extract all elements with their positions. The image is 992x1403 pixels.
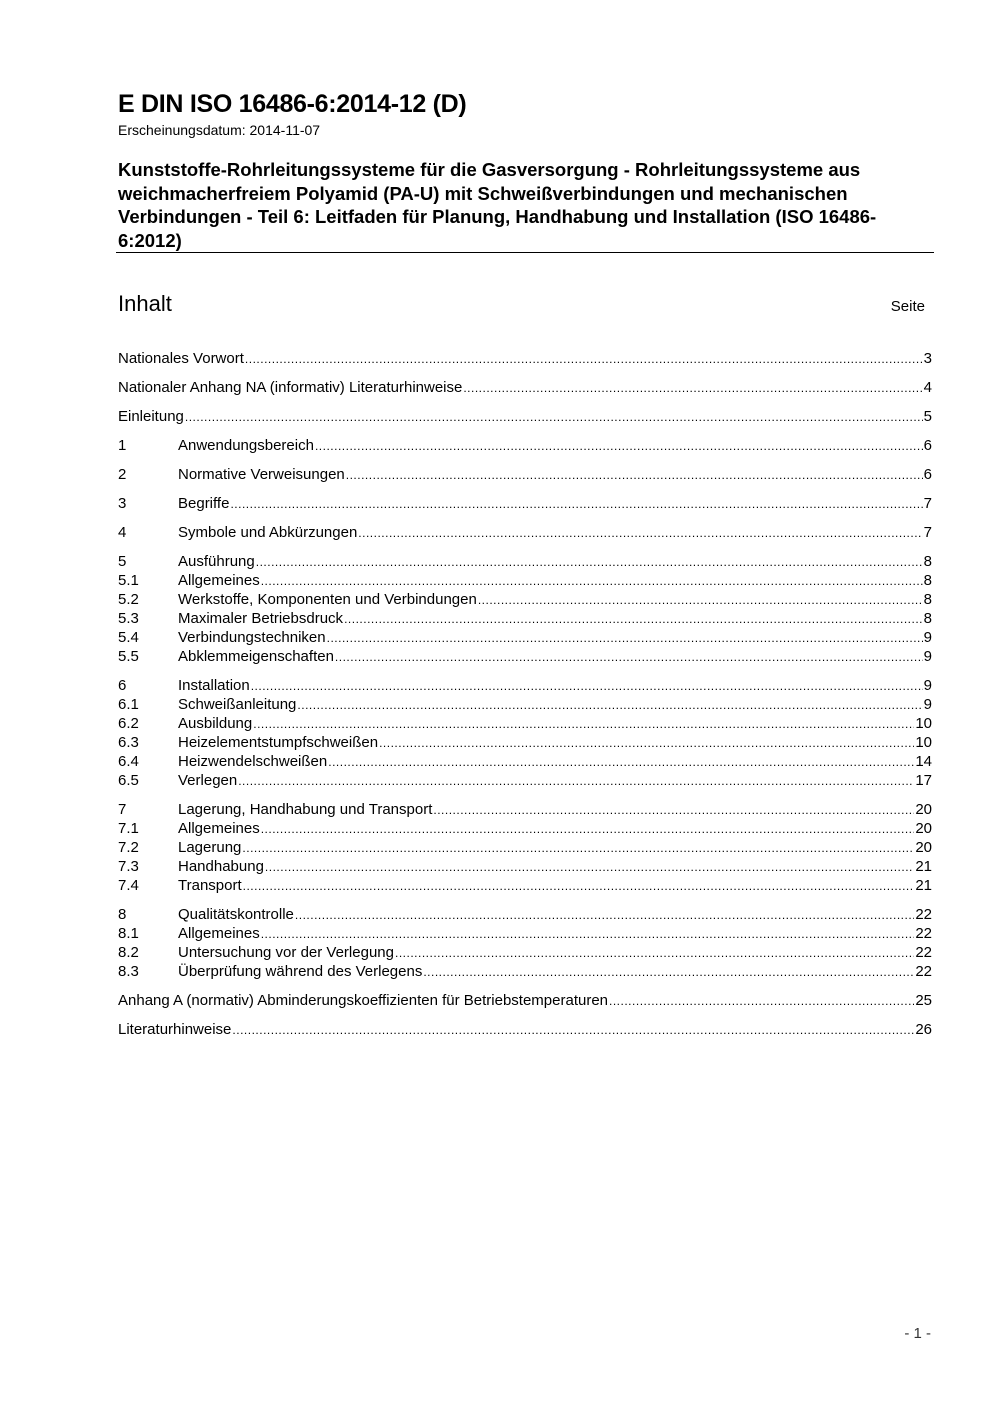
page-number: - 1 - [904,1325,931,1342]
toc-entry[interactable] [118,436,932,455]
toc-dot-leader [433,801,914,820]
toc-entry[interactable] [118,905,932,924]
toc-dot-leader [379,734,914,753]
toc-entry-number: 6 [118,677,127,694]
toc-dot-leader [261,820,915,839]
toc-entry[interactable] [118,465,932,484]
toc-heading: Inhalt [118,291,172,316]
toc-entry-number: 5.1 [118,572,139,589]
toc-entry-page: 25 [915,992,932,1009]
toc-entry[interactable] [118,523,932,542]
toc-entry-label: Allgemeines [178,820,260,837]
toc-dot-leader [344,610,923,629]
document-id: E DIN ISO 16486-6:2014-12 (D) [118,90,467,118]
toc-dot-leader [463,379,922,398]
toc-entry[interactable] [118,962,932,981]
toc-entry-page: 21 [915,858,932,875]
toc-dot-leader [243,877,915,896]
toc-entry-number: 6.4 [118,753,139,770]
toc-dot-leader [242,839,914,858]
toc-entry[interactable] [118,800,932,819]
toc-dot-leader [265,858,914,877]
toc-entry[interactable] [118,943,932,962]
toc-entry-label: Normative Verweisungen [178,466,345,483]
toc-dot-leader [328,753,914,772]
toc-entry-label: Ausbildung [178,715,253,732]
toc-entry-number: 7.1 [118,820,139,837]
toc-entry-label: Transport [178,877,242,894]
toc-entry-label: Verbindungstechniken [178,629,326,646]
toc-entry-label: Heizwendelschweißen [178,753,328,770]
toc-entry-label: Untersuchung vor der Verlegung [178,944,394,961]
toc-entry-label: Qualitätskontrolle [178,906,294,923]
publication-date: Erscheinungsdatum: 2014-11-07 [118,122,321,138]
toc-entry[interactable] [118,876,932,895]
toc-entry-number: 4 [118,524,127,541]
toc-entry-number: 1 [118,437,127,454]
toc-entry-number: 2 [118,466,127,483]
toc-dot-leader [297,696,922,715]
toc-entry-number: 7.2 [118,839,139,856]
toc-entry-page: 22 [915,944,932,961]
toc-entry-label: Lagerung, Handhabung und Transport [178,801,433,818]
toc-entry[interactable] [118,552,932,571]
toc-entry-label: Maximaler Betriebsdruck [178,610,344,627]
toc-entry-label: Nationaler Anhang NA (informativ) Literaturhinweise [118,379,463,396]
toc-dot-leader [327,629,923,648]
toc-dot-leader [256,553,923,572]
toc-dot-leader [261,572,923,591]
toc-entry[interactable] [118,991,932,1010]
toc-entry-page: 22 [915,963,932,980]
toc-entry[interactable] [118,676,932,695]
toc-entry-label: Schweißanleitung [178,696,297,713]
toc-entry[interactable] [118,590,932,609]
toc-entry-page: 26 [915,1021,932,1038]
toc-entry-page: 8 [923,572,932,589]
toc-entry-page: 22 [915,906,932,923]
toc-entry-label: Allgemeines [178,925,260,942]
toc-entry-label: Abklemmeigenschaften [178,648,334,665]
toc-entry-label: Installation [178,677,250,694]
toc-entry[interactable] [118,378,932,397]
toc-entry[interactable] [118,1020,932,1039]
toc-dot-leader [423,963,914,982]
toc-entry-label: Anwendungsbereich [178,437,314,454]
toc-dot-leader [609,992,914,1011]
toc-entry[interactable] [118,695,932,714]
toc-entry-number: 8.2 [118,944,139,961]
toc-entry-label: Anhang A (normativ) Abminderungskoeffizienten für Betriebstemperaturen [118,992,609,1009]
toc-dot-leader [238,772,914,791]
toc-entry-number: 5.3 [118,610,139,627]
toc-entry-number: 7.3 [118,858,139,875]
toc-entry-page: 7 [923,524,932,541]
toc-entry[interactable] [118,647,932,666]
toc-dot-leader [295,906,914,925]
toc-entry-label: Literaturhinweise [118,1021,232,1038]
toc-dot-leader [395,944,914,963]
toc-entry-label: Heizelementstumpfschweißen [178,734,379,751]
toc-entry-page: 22 [915,925,932,942]
toc-entry-page: 3 [923,350,932,367]
toc-entry-page: 8 [923,591,932,608]
toc-entry-number: 8.3 [118,963,139,980]
toc-entry-label: Werkstoffe, Komponenten und Verbindungen [178,591,477,608]
toc-entry-page: 4 [923,379,932,396]
title-divider [116,252,934,253]
toc-dot-leader [261,925,915,944]
toc-entry-number: 5.2 [118,591,139,608]
toc-entry-label: Einleitung [118,408,184,425]
toc-entry-number: 6.5 [118,772,139,789]
toc-entry-page: 20 [915,839,932,856]
toc-entry-page: 5 [923,408,932,425]
toc-entry-label: Überprüfung während des Verlegens [178,963,423,980]
toc-entry-page: 10 [915,734,932,751]
toc-entry[interactable] [118,407,932,426]
toc-entry[interactable] [118,714,932,733]
toc-entry-page: 14 [915,753,932,770]
toc-page-label: Seite [890,298,925,315]
toc-entry[interactable] [118,924,932,943]
toc-dot-leader [251,677,923,696]
toc-entry[interactable] [118,609,932,628]
toc-entry[interactable] [118,752,932,771]
toc-entry-number: 6.2 [118,715,139,732]
toc-entry-page: 21 [915,877,932,894]
document-title: Kunststoffe-Rohrleitungssysteme für die Gasversorgung - Rohrleitungssysteme aus weichmacherfreiem Polyamid (PA-U) mit Schweißverbindungen und mechanischen Verbindungen - Teil 6: Leitfaden für Planung, Handhabung und Installation (ISO 16486-6:2012) [118,159,877,251]
toc-entry-label: Lagerung [178,839,242,856]
toc-entry[interactable] [118,771,932,790]
toc-entry-label: Verlegen [178,772,238,789]
toc-entry[interactable] [118,494,932,513]
toc-entry[interactable] [118,628,932,647]
toc-entry[interactable] [118,838,932,857]
toc-dot-leader [185,408,923,427]
toc-entry-page: 20 [915,801,932,818]
toc-entry-number: 5.5 [118,648,139,665]
toc-entry-label: Nationales Vorwort [118,350,244,367]
toc-entry-number: 8 [118,906,127,923]
toc-entry-page: 6 [923,466,932,483]
toc-entry-page: 9 [923,629,932,646]
toc-entry-page: 10 [915,715,932,732]
toc-entry-page: 8 [923,610,932,627]
toc-entry-number: 6.1 [118,696,139,713]
toc-dot-leader [253,715,914,734]
toc-dot-leader [232,1021,914,1040]
toc-dot-leader [315,437,923,456]
toc-dot-leader [335,648,923,667]
toc-entry-label: Symbole und Abkürzungen [178,524,358,541]
toc-entry-number: 5 [118,553,127,570]
toc-entry[interactable] [118,819,932,838]
toc-entry-page: 8 [923,553,932,570]
toc-entry-page: 7 [923,495,932,512]
toc-entry-page: 17 [915,772,932,789]
toc-entry-page: 9 [923,696,932,713]
toc-entry-label: Allgemeines [178,572,260,589]
toc-entry-page: 9 [923,677,932,694]
toc-entry-number: 8.1 [118,925,139,942]
toc-dot-leader [230,495,922,514]
toc-entry[interactable] [118,857,932,876]
toc-entry-number: 7.4 [118,877,139,894]
toc-entry-number: 3 [118,495,127,512]
toc-dot-leader [346,466,923,485]
toc-entry[interactable] [118,349,932,368]
toc-entry-number: 7 [118,801,127,818]
toc-entry-number: 6.3 [118,734,139,751]
toc-entry-page: 20 [915,820,932,837]
toc-dot-leader [478,591,923,610]
toc-entry-page: 6 [923,437,932,454]
toc-entry-label: Ausführung [178,553,255,570]
toc-entry-number: 5.4 [118,629,139,646]
toc-dot-leader [245,350,923,369]
toc-entry-page: 9 [923,648,932,665]
toc-entry[interactable] [118,571,932,590]
toc-entry-label: Begriffe [178,495,230,512]
toc-entry-label: Handhabung [178,858,264,875]
toc-dot-leader [358,524,922,543]
toc-entry[interactable] [118,733,932,752]
table-of-contents [118,349,932,1039]
